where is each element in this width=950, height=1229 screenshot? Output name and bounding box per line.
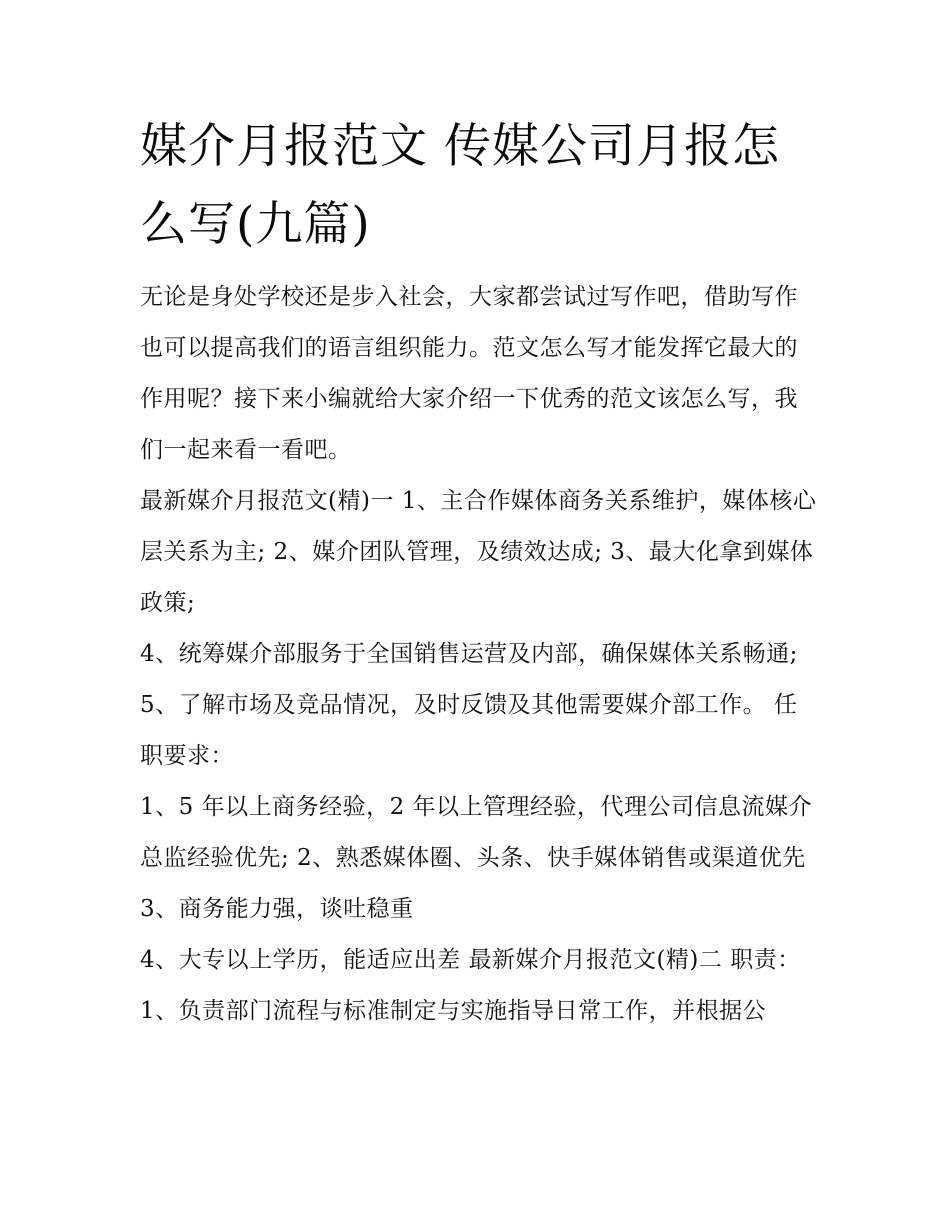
document-body: [140, 272, 820, 1037]
paragraph-requirements: 1、5 年以上商务经验，2 年以上管理经验，代理公司信息流媒介总监经验优先; 2、熟悉媒体圈、头条、快手媒体销售或渠道优先 3、商务能力强，谈吐稳重: [140, 794, 813, 922]
paragraph-duties-continued: 4、统筹媒介部服务于全国销售运营及内部，确保媒体关系畅通; 5、了解市场及竞品情况，及时反馈及其他需要媒介部工作。 任职要求：: [140, 641, 798, 769]
paragraph-intro: 无论是身处学校还是步入社会，大家都尝试过写作吧，借助写作也可以提高我们的语言组织能力。范文怎么写才能发挥它最大的作用呢？接下来小编就给大家介绍一下优秀的范文该怎么写，我们一起来看一看吧。: [140, 284, 798, 463]
paragraph-sample-two-heading: 4、大专以上学历，能适应出差 最新媒介月报范文(精)二 职责：: [140, 947, 801, 973]
document-title: 媒介月报范文 传媒公司月报怎么写(九篇): [140, 119, 780, 252]
paragraph-sample-one-duties: 最新媒介月报范文(精)一 1、主合作媒体商务关系维护，媒体核心层关系为主; 2、媒介团队管理，及绩效达成; 3、最大化拿到媒体政策;: [140, 488, 817, 616]
paragraph-sample-two-duties: 1、负责部门流程与标准制定与实施指导日常工作，并根据公: [140, 998, 767, 1024]
